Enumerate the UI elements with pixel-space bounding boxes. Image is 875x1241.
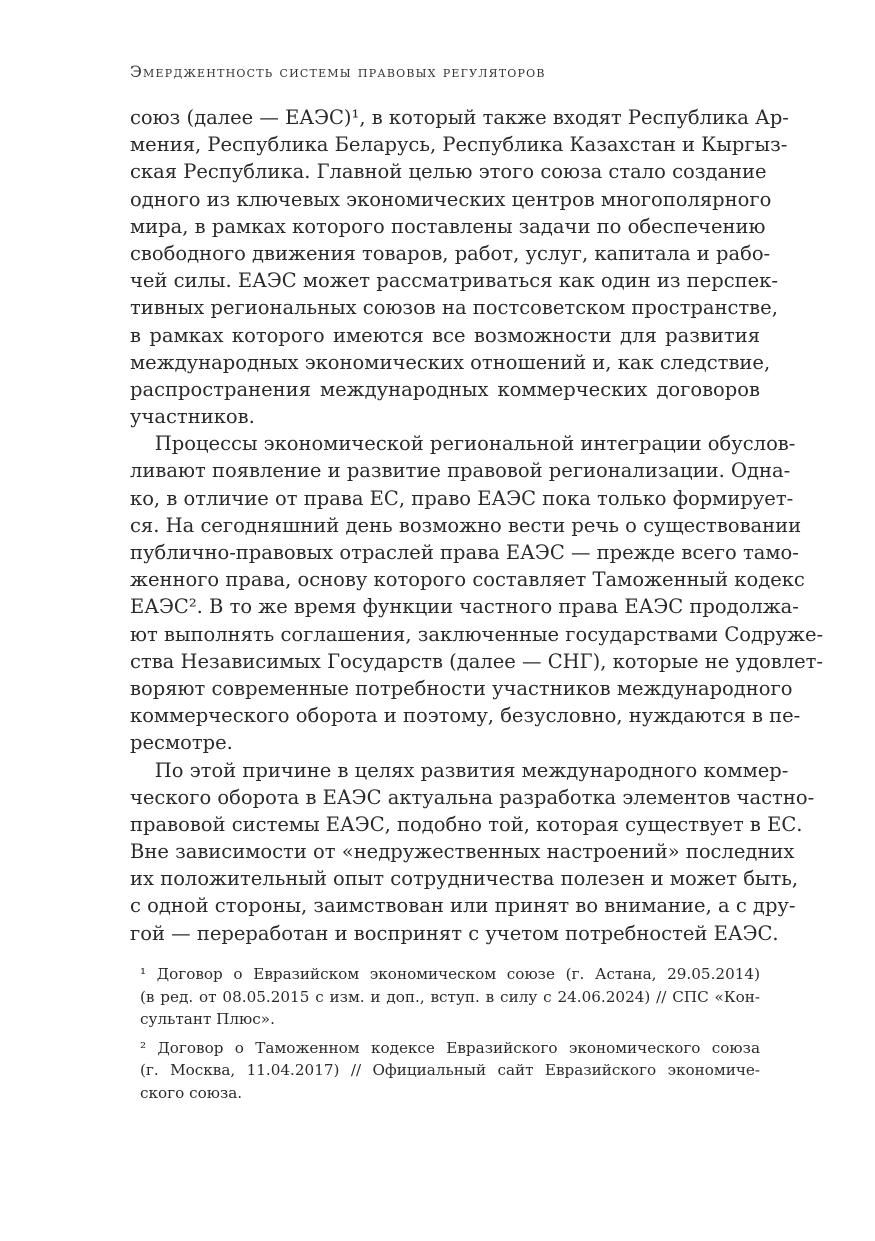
- paragraph-3: [130, 757, 815, 947]
- footnote-line: сультант Плюс».: [140, 1010, 275, 1029]
- text-line: ческого оборота в ЕАЭС актуальна разработка элементов частно-: [130, 785, 815, 809]
- text-line: чей силы. ЕАЭС может рассматриваться как один из перспек-: [130, 269, 778, 293]
- footnote-1: [140, 963, 760, 1031]
- text-line: ливают появление и развитие правовой регионализации. Одна-: [130, 459, 791, 483]
- text-line: мира, в рамках которого поставлены задачи по обеспечению: [130, 214, 766, 238]
- text-line: женного права, основу которого составляет Таможенный кодекс: [130, 568, 805, 592]
- text-line: публично-правовых отраслей права ЕАЭС — прежде всего тамо-: [130, 541, 799, 564]
- text-line: в рамках которого имеются все возможности для развития: [130, 323, 760, 347]
- footnote-line: ¹ Договор о Евразийском экономическом союзе (г. Астана, 29.05.2014): [140, 965, 760, 983]
- text-line: гой — переработан и воспринят с учетом потребностей ЕАЭС.: [130, 921, 779, 945]
- text-line: тивных региональных союзов на постсоветском пространстве,: [130, 296, 778, 320]
- paragraph-1: [130, 104, 789, 430]
- text-line: ют выполнять соглашения, заключенные государствами Содруже-: [130, 622, 824, 646]
- body-text: [130, 104, 824, 947]
- text-line: ства Независимых Государств (далее — СНГ), которые не удовлет-: [130, 649, 824, 673]
- text-line: союз (далее — ЕАЭС)¹, в который также входят Республика Ар-: [130, 106, 789, 129]
- text-line: Вне зависимости от «недружественных настроений» последних: [130, 840, 795, 864]
- footnote-line: ² Договор о Таможенном кодексе Евразийского экономического союза: [140, 1038, 760, 1057]
- text-line: распространения международных коммерческих договоров: [130, 377, 760, 401]
- footnote-line: (в ред. от 08.05.2015 с изм. и доп., вступ. в силу с 24.06.2024) // СПС «Кон-: [140, 987, 760, 1006]
- text-line: свободного движения товаров, работ, услуг, капитала и рабо-: [130, 241, 771, 265]
- text-line: участников.: [130, 405, 255, 429]
- text-line: воряют современные потребности участников международного: [130, 676, 793, 700]
- text-line: правовой системы ЕАЭС, подобно той, которая существует в ЕС.: [130, 812, 803, 836]
- footnote-line: (г. Москва, 11.04.2017) // Официальный сайт Евразийского экономиче-: [140, 1061, 760, 1080]
- text-line: ЕАЭС². В то же время функции частного права ЕАЭС продолжа-: [130, 595, 799, 619]
- text-line: Процессы экономической региональной интеграции обуслов-: [130, 432, 796, 456]
- text-line: ресмотре.: [130, 731, 233, 755]
- footnote-2: [140, 1037, 760, 1105]
- text-line: По этой причине в целях развития международного коммер-: [130, 758, 789, 782]
- paragraph-2: [130, 430, 824, 756]
- footnotes: [140, 963, 760, 1111]
- text-line: их положительный опыт сотрудничества полезен и может быть,: [130, 867, 799, 891]
- text-line: ся. На сегодняшний день возможно вести речь о существовании: [130, 513, 802, 537]
- footnote-line: ского союза.: [140, 1083, 243, 1102]
- text-line: мения, Республика Беларусь, Республика Казахстан и Кыргыз-: [130, 133, 788, 157]
- text-line: одного из ключевых экономических центров многополярного: [130, 187, 772, 211]
- text-line: ская Республика. Главной целью этого союза стало создание: [130, 160, 767, 184]
- text-line: ко, в отличие от права ЕС, право ЕАЭС пока только формирует-: [130, 486, 794, 510]
- text-line: коммерческого оборота и поэтому, безусловно, нуждаются в пе-: [130, 704, 801, 728]
- text-line: с одной стороны, заимствован или принят во внимание, а с дру-: [130, 894, 796, 918]
- text-line: международных экономических отношений и, как следствие,: [130, 350, 771, 374]
- running-head: Эмерджентность системы правовых регуляторов: [130, 63, 546, 81]
